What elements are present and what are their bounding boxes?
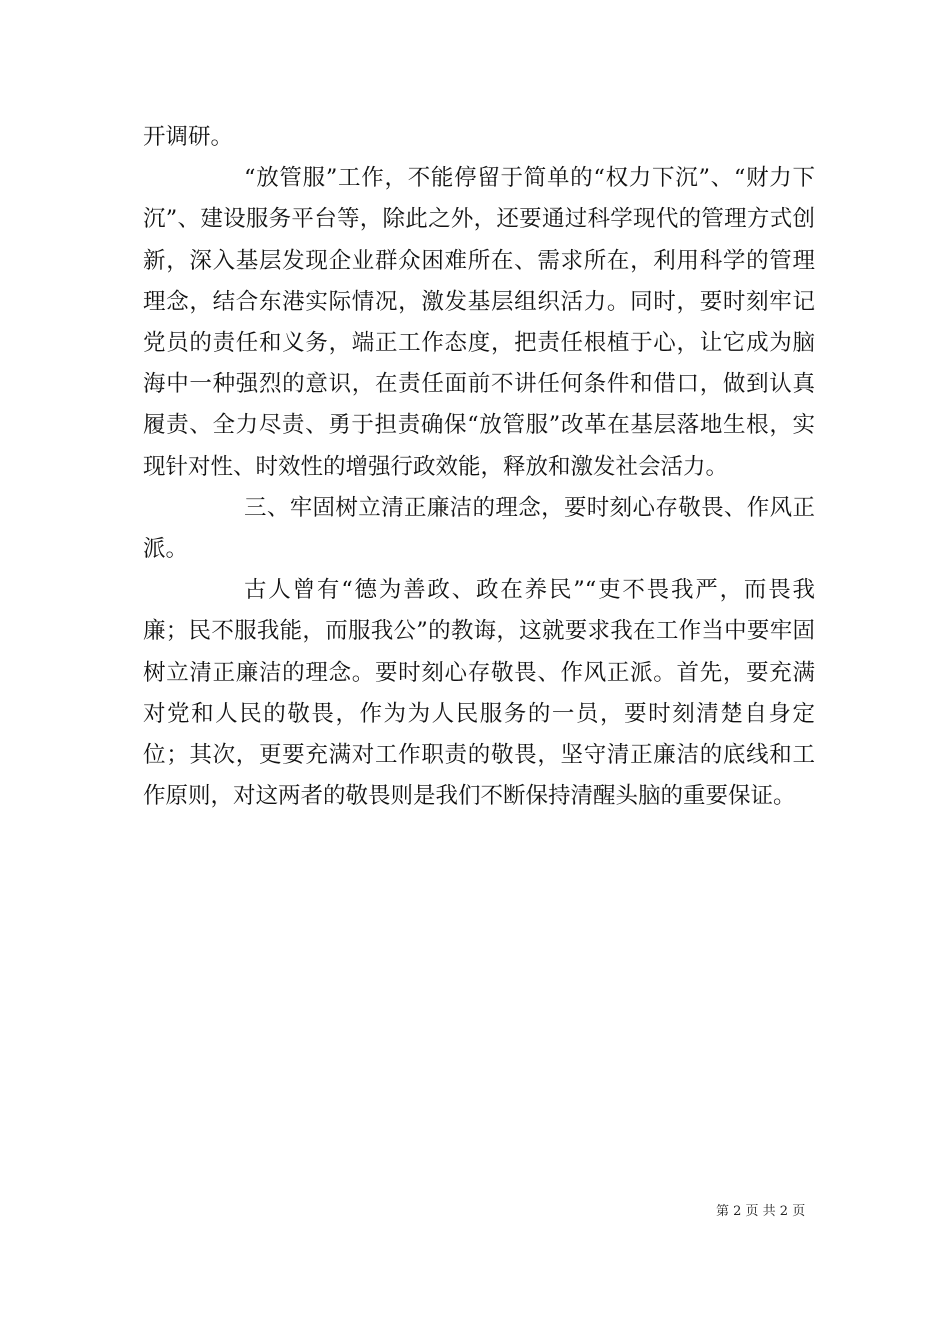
document-body [143,117,815,817]
section-heading-three: 三、牢固树立清正廉洁的理念，要时刻心存敬畏、作风正派。 [143,494,815,563]
page-number: 第 2 页 共 2 页 [716,1204,806,1219]
paragraph-continuation: 开调研。 [143,124,234,150]
paragraph-fangguanfu: “放管服”工作，不能停留于简单的“权力下沉”、“财力下沉”、建设服务平台等，除此之外，还要通过科学现代的管理方式创新，深入基层发现企业群众困难所在、需求所在，利用科学的管理理念，结合东港实际情况，激发基层组织活力。同时，要时刻牢记党员的责任和义务，端正工作态度，把责任根植于心，让它成为脑海中一种强烈的意识，在责任面前不讲任何条件和借口，做到认真履责、全力尽责、勇于担责确保“放管服”改革在基层落地生根，实现针对性、时效性的增强行政效能，释放和激发社会活力。 [143,165,815,480]
paragraph-integrity: 古人曾有“德为善政、政在养民”“吏不畏我严，而畏我廉；民不服我能，而服我公”的教诲，这就要求我在工作当中要牢固树立清正廉洁的理念。要时刻心存敬畏、作风正派。首先，要充满对党和人民的敬畏，作为为人民服务的一员，要时刻清楚自身定位；其次，更要充满对工作职责的敬畏，坚守清正廉洁的底线和工作原则，对这两者的敬畏则是我们不断保持清醒头脑的重要保证。 [143,577,815,810]
